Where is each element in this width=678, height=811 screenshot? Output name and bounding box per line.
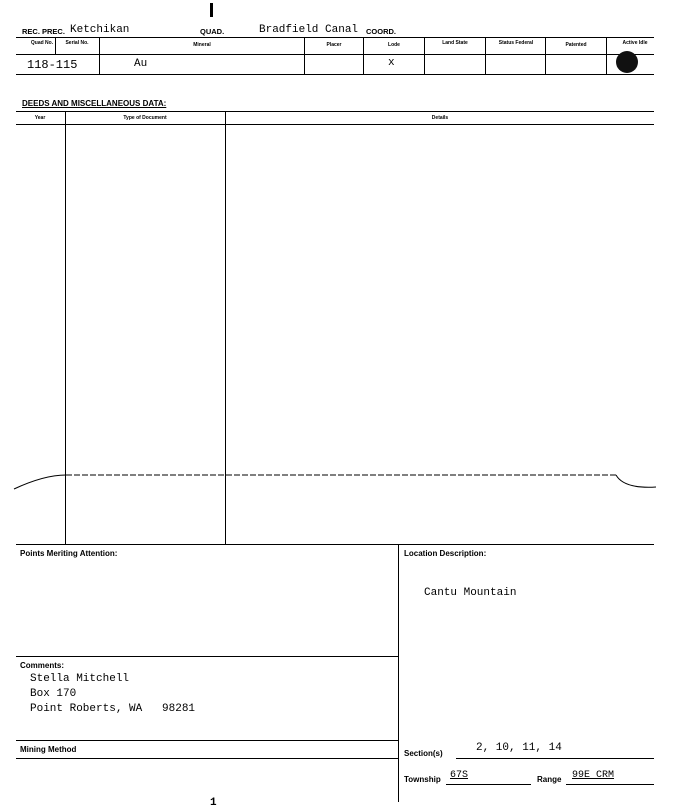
- deeds-header-rule: [16, 124, 654, 125]
- col-header-land-state: Land State: [442, 40, 468, 46]
- col-header-placer: Placer: [326, 42, 342, 48]
- quad-serial-value: 118-115: [27, 58, 78, 72]
- claim-col-divider: [55, 38, 56, 54]
- township-value: 67S: [450, 770, 469, 781]
- section-underline: [456, 758, 654, 759]
- col-header-lode: Lode: [388, 42, 400, 48]
- rec-prec-value: Ketchikan: [70, 24, 130, 36]
- columns-rule: [16, 54, 654, 55]
- comments-line: Stella Mitchell: [30, 673, 130, 685]
- header-rule: [16, 37, 654, 38]
- active-idle-mark: [616, 51, 638, 73]
- mining-rule: [16, 740, 398, 741]
- deeds-top-rule: [16, 111, 654, 112]
- township-underline: [446, 784, 531, 785]
- deeds-title: DEEDS AND MISCELLANEOUS DATA:: [22, 99, 167, 108]
- claim-col-divider: [485, 38, 486, 74]
- col-header-quad-no: Quad No.: [30, 40, 54, 46]
- fold-line: [0, 465, 678, 495]
- bottom-section-rule: [16, 544, 654, 545]
- rec-prec-label: REC. PREC.: [22, 27, 65, 36]
- location-value: Cantu Mountain: [424, 587, 517, 599]
- lode-value: x: [388, 57, 395, 69]
- mining-label: Mining Method: [20, 745, 77, 754]
- range-underline: [566, 784, 654, 785]
- comments-line: Box 170: [30, 688, 77, 700]
- comments-line: Point Roberts, WA 98281: [30, 703, 196, 715]
- quad-label: QUAD.: [200, 27, 225, 36]
- section-label: Section(s): [404, 749, 443, 758]
- col-header-serial-no: Serial No.: [65, 40, 89, 46]
- deeds-col-year: Year: [34, 115, 46, 121]
- claim-row-rule: [16, 74, 654, 75]
- col-header-patented: Patented: [565, 42, 587, 48]
- coord-label: COORD.: [366, 27, 396, 36]
- col-header-status-federal: Status Federal: [498, 40, 534, 46]
- quad-value: Bradfield Canal: [259, 24, 359, 36]
- section-value: 2, 10, 11, 14: [476, 742, 562, 754]
- location-label: Location Description:: [404, 549, 487, 558]
- mining-bottom-rule: [16, 758, 398, 759]
- punch-mark: [210, 3, 213, 17]
- mineral-value: Au: [134, 58, 148, 70]
- comments-label: Comments:: [20, 661, 65, 670]
- page-number: 1: [210, 797, 217, 809]
- deeds-col-details: Details: [431, 115, 449, 121]
- comments-rule: [16, 656, 398, 657]
- claim-col-divider: [606, 38, 607, 74]
- claim-col-divider: [424, 38, 425, 74]
- col-header-active-idle: Active Idle: [622, 40, 648, 46]
- col-header-mineral: Mineral: [193, 42, 211, 48]
- range-value: 99E CRM: [572, 770, 615, 781]
- bottom-section-divider: [398, 544, 399, 802]
- deeds-col-type: Type of Document: [123, 115, 167, 121]
- range-label: Range: [537, 775, 562, 784]
- township-label: Township: [404, 775, 441, 784]
- points-label: Points Meriting Attention:: [20, 549, 118, 558]
